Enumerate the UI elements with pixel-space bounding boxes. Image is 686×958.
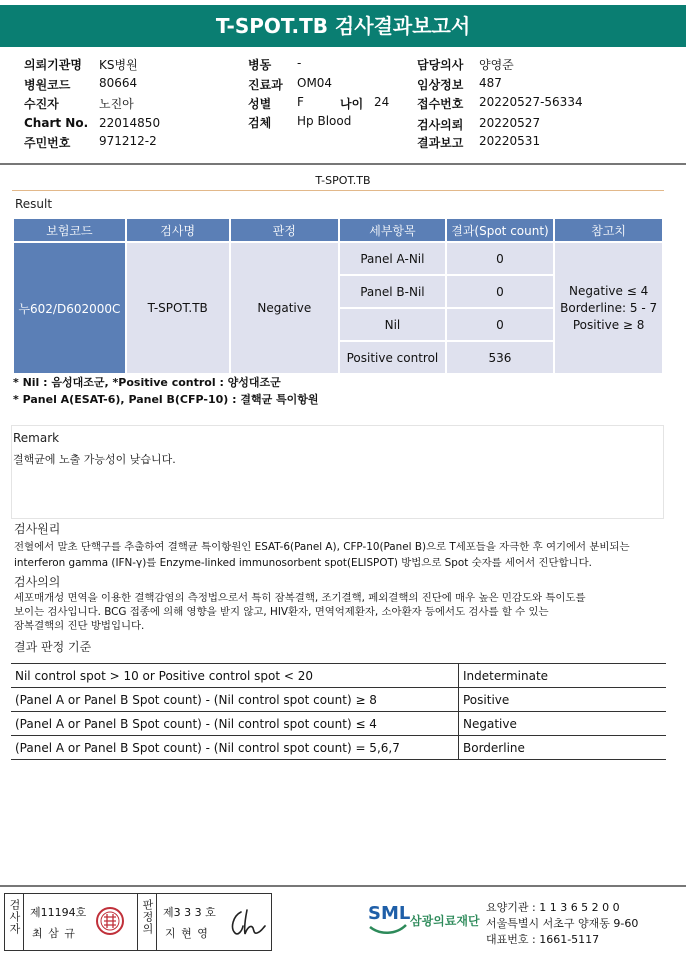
reference-range — [554, 242, 663, 374]
criteria-label: 결과 판정 기준 — [14, 640, 92, 654]
inspector-name: 최 삼 규 — [32, 927, 76, 940]
hospital-code-label: 병원코드 — [24, 78, 71, 92]
signature-box — [4, 893, 272, 951]
remark-label: Remark — [13, 431, 60, 445]
note-controls: * Nil : 음성대조군, *Positive control : 양성대조군 — [13, 376, 281, 389]
test-name: T-SPOT.TB — [126, 242, 230, 374]
doctor: 양영준 — [479, 58, 514, 72]
org-info-line: 서울특별시 서초구 양재동 9-60 — [486, 917, 639, 930]
significance-label: 검사의의 — [14, 575, 61, 589]
criteria-result: Indeterminate — [459, 664, 667, 688]
principle-line: 전혈에서 말초 단핵구를 추출하여 결핵균 특이항원인 ESAT-6(Panel A), CFP-10(Panel B)으로 T세포들을 자극한 후 여기에서 분비되는 — [14, 541, 630, 553]
specimen-label: 검체 — [248, 116, 272, 130]
request-date-label: 검사의뢰 — [417, 118, 464, 132]
chart-no-label: Chart No. — [24, 116, 89, 130]
result-table — [12, 217, 664, 375]
specimen: Hp Blood — [297, 114, 352, 128]
age: 24 — [374, 95, 390, 109]
detail-item: Panel A-Nil — [339, 242, 446, 275]
section-title: T-SPOT.TB — [315, 174, 371, 187]
sex-label: 성별 — [248, 97, 272, 111]
footer-divider — [0, 885, 686, 887]
significance-line: 잠복결핵의 진단 방법입니다. — [14, 620, 145, 632]
patient-name: 노진아 — [99, 97, 134, 111]
principle-line: interferon gamma (IFN-γ)를 Enzyme-linked immunosorbent spot(ELISPOT) 방법으로 Spot 숫자를 세어서 진단합니다. — [14, 557, 592, 569]
header-divider — [0, 163, 686, 165]
reference-positive: Positive ≥ 8 — [572, 317, 645, 332]
criteria-table — [11, 663, 666, 760]
seal-stamp-icon — [95, 906, 125, 936]
inspector-label — [5, 894, 24, 950]
judgement: Negative — [230, 242, 340, 374]
header-insurance-code: 보험코드 — [13, 218, 126, 242]
department-label: 진료과 — [248, 78, 283, 92]
spot-count: 536 — [446, 341, 555, 374]
clinical-info-label: 임상정보 — [417, 78, 464, 92]
header-detail-item: 세부항목 — [339, 218, 446, 242]
header-judgement: 판정 — [230, 218, 340, 242]
report-title: T-SPOT.TB 검사결과보고서 — [0, 5, 686, 47]
header-reference: 참고치 — [554, 218, 663, 242]
resident-no-label: 주민번호 — [24, 136, 71, 150]
detail-item: Panel B-Nil — [339, 275, 446, 308]
detail-item: Nil — [339, 308, 446, 341]
hospital-code: 80664 — [99, 76, 138, 90]
org-info — [486, 900, 638, 948]
org-name: 삼광의료재단 — [410, 914, 480, 928]
receipt-no-label: 접수번호 — [417, 97, 464, 111]
org-logo — [366, 901, 410, 937]
reviewer-label-text: 판정의 — [141, 899, 154, 935]
significance-line: 보이는 검사입니다. BCG 접종에 의해 영향을 받지 않고, HIV환자, 면역억제환자, 소아환자 등에서도 검사를 할 수 있는 — [14, 606, 549, 618]
clinical-info: 487 — [479, 76, 502, 90]
spot-count: 0 — [446, 275, 555, 308]
result-label: Result — [15, 197, 53, 211]
remark-box — [11, 425, 664, 519]
header-test-name: 검사명 — [126, 218, 230, 242]
spot-count: 0 — [446, 242, 555, 275]
header-spot-count: 결과(Spot count) — [446, 218, 555, 242]
report-date-label: 결과보고 — [417, 136, 464, 150]
request-date: 20220527 — [479, 116, 541, 130]
resident-no: 971212-2 — [99, 134, 157, 148]
inspector-no: 제11194호 — [30, 906, 87, 919]
org-info-line: 요양기관 : 1 1 3 6 5 2 0 0 — [486, 901, 620, 914]
reviewer-no: 제3 3 3 호 — [163, 906, 216, 919]
reviewer-label — [137, 894, 157, 950]
significance-line: 세포매개성 면역을 이용한 결핵감염의 측정법으로서 특히 잠복결핵, 조기결핵, 페외결핵의 진단에 매우 높은 민감도와 특이도를 — [14, 592, 586, 604]
age-label: 나이 — [340, 97, 364, 111]
patient-name-label: 수진자 — [24, 97, 59, 111]
significance-text — [14, 591, 674, 633]
department: OM04 — [297, 76, 333, 90]
detail-item: Positive control — [339, 341, 446, 374]
principle-label: 검사원리 — [14, 522, 61, 536]
spot-count: 0 — [446, 308, 555, 341]
hospital-name: KS병원 — [99, 58, 138, 72]
section-title-underline — [12, 190, 664, 191]
criteria-result: Borderline — [459, 736, 667, 760]
ward: - — [297, 56, 302, 70]
patient-info — [24, 56, 664, 156]
criteria-condition: Nil control spot > 10 or Positive control spot < 20 — [11, 664, 459, 688]
note-panels: * Panel A(ESAT-6), Panel B(CFP-10) : 결핵균 특이항원 — [13, 393, 319, 406]
criteria-condition: (Panel A or Panel B Spot count) - (Nil control spot count) ≤ 4 — [11, 712, 459, 736]
criteria-result: Positive — [459, 688, 667, 712]
doctor-label: 담당의사 — [417, 58, 464, 72]
receipt-no: 20220527-56334 — [479, 95, 583, 109]
principle-text — [14, 539, 680, 571]
insurance-code: 누602/D602000C — [13, 242, 126, 374]
reviewer-name: 지 현 영 — [165, 927, 209, 940]
reference-borderline: Borderline: 5 - 7 — [560, 300, 658, 315]
ward-label: 병동 — [248, 58, 272, 72]
report-date: 20220531 — [479, 134, 541, 148]
criteria-result: Negative — [459, 712, 667, 736]
org-info-line: 대표번호 : 1661-5117 — [486, 933, 600, 946]
signature-icon — [227, 906, 267, 940]
chart-no: 22014850 — [99, 116, 161, 130]
criteria-condition: (Panel A or Panel B Spot count) - (Nil control spot count) = 5,6,7 — [11, 736, 459, 760]
reference-negative: Negative ≤ 4 — [569, 283, 649, 298]
sex: F — [297, 95, 304, 109]
criteria-condition: (Panel A or Panel B Spot count) - (Nil control spot count) ≥ 8 — [11, 688, 459, 712]
hospital-name-label: 의뢰기관명 — [24, 58, 82, 72]
remark-text: 결핵균에 노출 가능성이 낮습니다. — [13, 453, 176, 466]
org-logo-text: SML — [368, 903, 411, 924]
inspector-label-text: 검사자 — [8, 899, 21, 935]
